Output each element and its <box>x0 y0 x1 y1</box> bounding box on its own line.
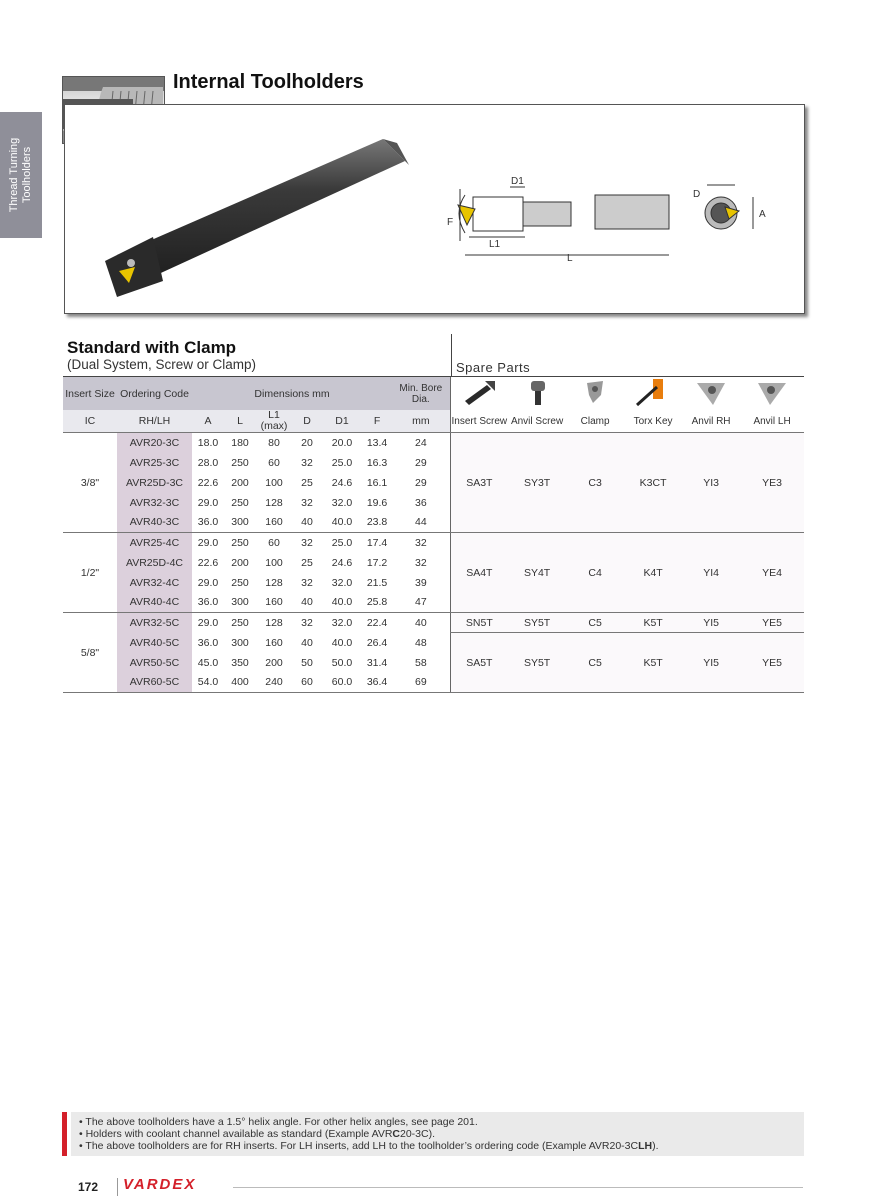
dim-d1-cell: 32.0 <box>331 496 353 509</box>
anvil-screw-part-cell: SY3T <box>508 433 566 533</box>
dim-bore-cell: 29 <box>414 456 427 469</box>
anvil-lh-icon <box>740 377 804 411</box>
dim-l-cell: 200 <box>231 476 249 489</box>
header-anvil-lh: Anvil LH <box>740 410 804 433</box>
anvil-rh-part-cell: YI5 <box>682 613 740 633</box>
dim-l-cell: 300 <box>224 593 256 613</box>
anvil-rh-part-cell: YI5 <box>682 633 740 693</box>
section-title: Standard with Clamp <box>67 338 237 357</box>
header-rhlh: RH/LH <box>117 410 192 433</box>
dim-a-cell: 18.0 <box>197 436 219 449</box>
dim-l-cell: 250 <box>231 456 249 469</box>
dim-a-cell: 36.0 <box>192 513 224 533</box>
dim-d1-cell: 24.6 <box>331 476 353 489</box>
dim-d1-cell: 20.0 <box>331 436 353 449</box>
dim-l1-cell: 128 <box>265 576 283 589</box>
anvil-lh-part-cell: YE5 <box>740 633 804 693</box>
clamp-part-cell: C3 <box>566 433 624 533</box>
clamp-part-cell: C4 <box>566 533 624 613</box>
insert-size-cell: 1/2" <box>63 533 117 613</box>
dim-a-cell: 22.6 <box>197 476 219 489</box>
dim-bore-cell: 24 <box>414 436 427 449</box>
anvil-screw-part-cell: SY5T <box>508 613 566 633</box>
torx-key-part-cell: K5T <box>624 633 682 693</box>
dim-a-cell: 29.0 <box>197 496 219 509</box>
dim-d1-cell: 50.0 <box>331 656 353 669</box>
clamp-part-cell: C5 <box>566 613 624 633</box>
insert-screw-part-cell: SA5T <box>450 633 508 693</box>
dim-d-cell: 60 <box>292 673 322 693</box>
dim-d-cell: 32 <box>301 536 313 549</box>
label-l: L <box>567 253 573 264</box>
ordering-code-cell: AVR25D-4C <box>117 553 192 573</box>
anvil-screw-part-cell: SY4T <box>508 533 566 613</box>
dim-f-cell: 25.8 <box>362 593 392 613</box>
ordering-code-cell: AVR20-3C <box>117 433 192 453</box>
torx-key-part-cell: K4T <box>624 533 682 613</box>
dim-d-cell: 32 <box>301 616 313 629</box>
product-hero-panel <box>64 104 805 314</box>
dim-l-cell: 400 <box>224 673 256 693</box>
dim-l1-cell: 200 <box>265 656 283 669</box>
dim-a-cell: 36.0 <box>197 636 219 649</box>
anvil-rh-icon <box>682 377 740 411</box>
dim-bore-cell: 36 <box>414 496 427 509</box>
dim-l1-cell: 60 <box>268 456 280 469</box>
section-side-tab <box>0 112 42 238</box>
ordering-code-cell: AVR50-5C <box>117 653 192 673</box>
dim-f-cell: 21.5 <box>366 576 388 589</box>
dim-a-cell: 29.0 <box>197 616 219 629</box>
dim-l-cell: 250 <box>231 496 249 509</box>
ordering-code-cell: AVR40-3C <box>117 513 192 533</box>
header-dimensions: Dimensions mm <box>192 377 392 411</box>
dim-d1-cell: 40.0 <box>331 636 353 649</box>
header-anvil-screw: Anvil Screw <box>508 410 566 433</box>
ordering-code-cell: AVR32-5C <box>117 613 192 633</box>
dim-f-cell: 36.4 <box>362 673 392 693</box>
header-a: A <box>192 410 224 433</box>
anvil-screw-icon <box>508 377 566 411</box>
header-ordering-code: Ordering Code <box>117 377 192 411</box>
dim-a-cell: 54.0 <box>192 673 224 693</box>
dim-bore-cell: 47 <box>392 593 450 613</box>
header-anvil-rh: Anvil RH <box>682 410 740 433</box>
dim-d-cell: 25 <box>301 476 313 489</box>
ordering-code-cell: AVR60-5C <box>117 673 192 693</box>
dim-d1-cell: 24.6 <box>331 556 353 569</box>
header-d1: D1 <box>322 410 362 433</box>
dim-l-cell: 250 <box>231 576 249 589</box>
dim-l-cell: 350 <box>231 656 249 669</box>
dim-l1-cell: 240 <box>256 673 292 693</box>
dim-bore-cell: 58 <box>414 656 427 669</box>
anvil-lh-part-cell: YE4 <box>740 533 804 613</box>
dim-a-cell: 28.0 <box>197 456 219 469</box>
dim-a-cell: 29.0 <box>197 576 219 589</box>
dim-d-cell: 40 <box>301 636 313 649</box>
page-number-divider <box>117 1178 118 1196</box>
anvil-rh-part-cell: YI3 <box>682 433 740 533</box>
dimension-drawing <box>458 185 753 255</box>
table-row <box>63 613 804 633</box>
dim-l-cell: 300 <box>224 513 256 533</box>
ordering-code-cell: AVR25-3C <box>117 453 192 473</box>
dim-bore-cell: 29 <box>414 476 427 489</box>
dim-d-cell: 50 <box>301 656 313 669</box>
dim-f-cell: 26.4 <box>366 636 388 649</box>
table-row <box>63 433 804 453</box>
dim-d1-cell: 32.0 <box>331 576 353 589</box>
dim-bore-cell: 40 <box>414 616 427 629</box>
dim-l1-cell: 160 <box>265 636 283 649</box>
page-number: 172 <box>78 1180 99 1194</box>
label-a: A <box>759 209 766 220</box>
insert-size-cell: 5/8" <box>63 613 117 693</box>
torx-key-part-cell: K3CT <box>624 433 682 533</box>
header-min-bore: Min. Bore Dia. <box>392 377 450 411</box>
footnote-2: • Holders with coolant channel available as standard (Example AVRC20-3C). <box>79 1128 796 1140</box>
dim-bore-cell: 32 <box>414 556 427 569</box>
label-d1: D1 <box>511 176 524 187</box>
dim-f-cell: 23.8 <box>362 513 392 533</box>
section-subtitle: (Dual System, Screw or Clamp) <box>67 357 257 372</box>
ordering-code-cell: AVR32-3C <box>117 493 192 513</box>
ordering-code-cell: AVR25D-3C <box>117 473 192 493</box>
header-mm: mm <box>392 410 450 433</box>
spec-table-body <box>63 433 804 693</box>
dim-d1-cell: 40.0 <box>322 513 362 533</box>
header-torx-key: Torx Key <box>624 410 682 433</box>
spare-parts-title: Spare Parts <box>456 360 531 375</box>
dim-l1-cell: 100 <box>265 556 283 569</box>
ordering-code-cell: AVR40-4C <box>117 593 192 613</box>
dim-f-cell: 19.6 <box>366 496 388 509</box>
insert-screw-icon <box>450 377 508 411</box>
dim-l1-cell: 60 <box>268 536 280 549</box>
footnote-3: • The above toolholders are for RH inserts. For LH inserts, add LH to the toolholder’s ordering code (Example AVR20-3CLH). <box>79 1140 796 1152</box>
anvil-lh-part-cell: YE5 <box>740 613 804 633</box>
header-f: F <box>362 410 392 433</box>
clamp-icon <box>566 377 624 411</box>
torx-key-icon <box>624 377 682 411</box>
dim-f-cell: 16.1 <box>366 476 388 489</box>
torx-key-part-cell: K5T <box>624 613 682 633</box>
dim-l1-cell: 80 <box>268 436 280 449</box>
dim-d1-cell: 25.0 <box>331 456 353 469</box>
page-title: Internal Toolholders <box>173 71 364 93</box>
dim-d1-cell: 32.0 <box>331 616 353 629</box>
label-f: F <box>447 217 454 228</box>
brand-logo: VARDEX <box>123 1176 197 1193</box>
insert-size-cell: 3/8" <box>63 433 117 533</box>
label-l1: L1 <box>489 239 501 250</box>
dim-l1-cell: 100 <box>265 476 283 489</box>
dim-a-cell: 22.6 <box>197 556 219 569</box>
ordering-code-cell: AVR25-4C <box>117 533 192 553</box>
dim-bore-cell: 69 <box>392 673 450 693</box>
dim-l1-cell: 160 <box>256 513 292 533</box>
anvil-rh-part-cell: YI4 <box>682 533 740 613</box>
dim-d1-cell: 25.0 <box>331 536 353 549</box>
dim-a-cell: 45.0 <box>197 656 219 669</box>
toolholder-illustration <box>65 105 806 315</box>
dim-a-cell: 36.0 <box>192 593 224 613</box>
dim-d-cell: 40 <box>292 593 322 613</box>
header-d: D <box>292 410 322 433</box>
dim-l1-cell: 160 <box>256 593 292 613</box>
ordering-code-cell: AVR40-5C <box>117 633 192 653</box>
dim-f-cell: 17.2 <box>366 556 388 569</box>
dim-a-cell: 29.0 <box>197 536 219 549</box>
dim-d1-cell: 60.0 <box>322 673 362 693</box>
header-insert-size: Insert Size <box>63 377 117 411</box>
footnote-1: • The above toolholders have a 1.5° helix angle. For other helix angles, see page 201. <box>79 1116 796 1128</box>
dim-d-cell: 40 <box>292 513 322 533</box>
dim-l-cell: 250 <box>231 616 249 629</box>
dim-d1-cell: 40.0 <box>322 593 362 613</box>
header-l1: L1 (max) <box>256 410 292 433</box>
side-tab-text: Thread Turning Toolholders <box>8 137 33 213</box>
insert-screw-part-cell: SA4T <box>450 533 508 613</box>
dim-l-cell: 250 <box>231 536 249 549</box>
dim-f-cell: 13.4 <box>366 436 388 449</box>
dim-bore-cell: 39 <box>414 576 427 589</box>
dim-f-cell: 16.3 <box>366 456 388 469</box>
table-row <box>63 633 804 653</box>
dim-l1-cell: 128 <box>265 616 283 629</box>
footnote-accent-bar <box>62 1112 67 1156</box>
dim-f-cell: 31.4 <box>366 656 388 669</box>
dim-d-cell: 25 <box>301 556 313 569</box>
dim-d-cell: 32 <box>301 576 313 589</box>
table-row <box>63 533 804 553</box>
header-insert-screw: Insert Screw <box>450 410 508 433</box>
dim-bore-cell: 44 <box>392 513 450 533</box>
dim-d-cell: 32 <box>301 496 313 509</box>
ordering-code-cell: AVR32-4C <box>117 573 192 593</box>
label-d: D <box>693 189 701 200</box>
dim-d-cell: 20 <box>301 436 313 449</box>
dim-bore-cell: 48 <box>414 636 427 649</box>
insert-screw-part-cell: SN5T <box>450 613 508 633</box>
dim-f-cell: 22.4 <box>366 616 388 629</box>
dim-l-cell: 200 <box>231 556 249 569</box>
dim-bore-cell: 32 <box>414 536 427 549</box>
dim-l-cell: 180 <box>231 436 249 449</box>
footnotes <box>71 1112 804 1156</box>
header-l: L <box>224 410 256 433</box>
dim-d-cell: 32 <box>301 456 313 469</box>
header-ic: IC <box>63 410 117 433</box>
dim-l-cell: 300 <box>231 636 249 649</box>
clamp-part-cell: C5 <box>566 633 624 693</box>
toolholder-spec-table <box>63 376 804 693</box>
dim-l1-cell: 128 <box>265 496 283 509</box>
header-clamp: Clamp <box>566 410 624 433</box>
insert-screw-part-cell: SA3T <box>450 433 508 533</box>
dim-f-cell: 17.4 <box>366 536 388 549</box>
footer-rule <box>233 1187 803 1188</box>
section-divider <box>451 334 452 376</box>
anvil-screw-part-cell: SY5T <box>508 633 566 693</box>
anvil-lh-part-cell: YE3 <box>740 433 804 533</box>
